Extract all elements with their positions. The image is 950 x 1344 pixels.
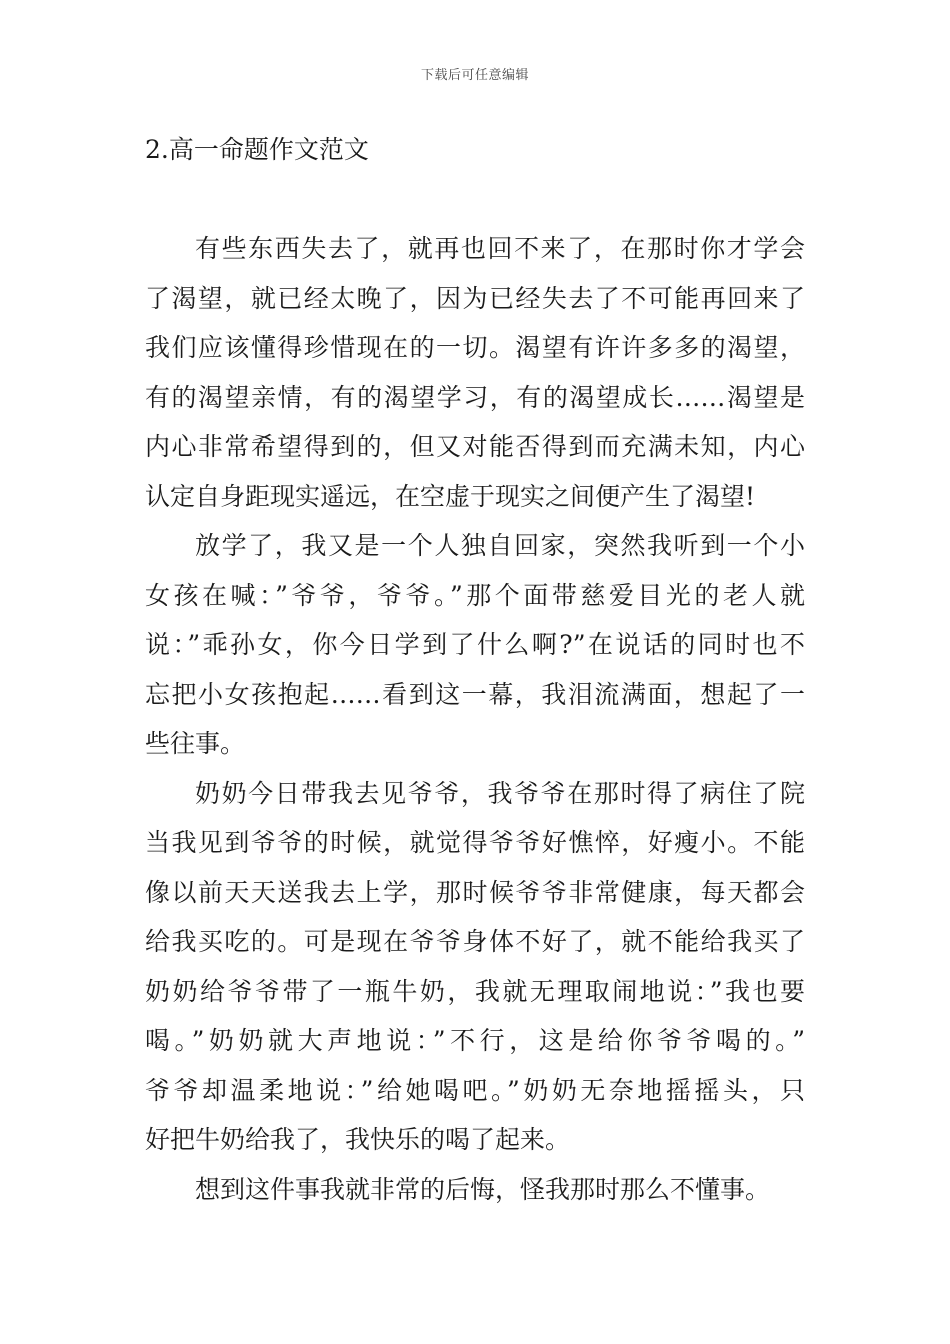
header-note: 下载后可任意编辑 xyxy=(420,68,529,83)
text-line: 女孩在喊：”爷爷，爷爷。”那个面带慈爱目光的老人就 xyxy=(145,580,805,610)
text-line: 好把牛奶给我了，我快乐的喝了起来。 xyxy=(145,1125,571,1154)
text-line: 奶奶给爷爷带了一瓶牛奶，我就无理取闹地说：”我也要 xyxy=(145,976,805,1006)
text-line: 像以前天天送我去上学，那时候爷爷非常健康，每天都会 xyxy=(145,877,805,907)
text-line: 些往事。 xyxy=(145,729,246,758)
text-line: 说：”乖孙女，你今日学到了什么啊?”在说话的同时也不 xyxy=(145,630,805,659)
text-line: 给我买吃的。可是现在爷爷身体不好了，就不能给我买了 xyxy=(145,927,805,956)
text-line: 我们应该懂得珍惜现在的一切。渴望有许许多多的渴望， xyxy=(145,333,805,362)
text-line: 当我见到爷爷的时候，就觉得爷爷好憔悴，好瘦小。不能 xyxy=(145,828,805,857)
text-line: 奶奶今日带我去见爷爷，我爷爷在那时得了病住了院 xyxy=(195,778,805,808)
text-line: 忘把小女孩抱起……看到这一幕，我泪流满面，想起了一 xyxy=(145,679,805,709)
paragraph xyxy=(145,1165,805,1215)
text-line: 内心非常希望得到的，但又对能否得到而充满未知，内心 xyxy=(145,432,805,461)
text-line: 认定自身距现实遥远，在空虚于现实之间便产生了渴望! xyxy=(145,481,756,511)
text-line: 了渴望，就已经太晚了，因为已经失去了不可能再回来了 xyxy=(145,283,805,313)
text-line: 爷爷却温柔地说：”给她喝吧。”奶奶无奈地摇摇头，只 xyxy=(145,1075,805,1105)
essay-body xyxy=(145,224,805,1214)
text-line: 有些东西失去了，就再也回不来了，在那时你才学会 xyxy=(195,234,805,263)
text-line: 有的渴望亲情，有的渴望学习，有的渴望成长……渴望是 xyxy=(145,382,805,412)
text-line: 放学了，我又是一个人独自回家，突然我听到一个小 xyxy=(195,531,805,560)
text-line: 想到这件事我就非常的后悔，怪我那时那么不懂事。 xyxy=(195,1174,771,1204)
paragraph xyxy=(145,521,805,769)
text-line: 喝。”奶奶就大声地说：”不行，这是给你爷爷喝的。” xyxy=(145,1026,805,1055)
paragraph xyxy=(145,769,805,1165)
document-title: 2.高一命题作文范文 xyxy=(145,135,369,164)
paragraph xyxy=(145,224,805,521)
